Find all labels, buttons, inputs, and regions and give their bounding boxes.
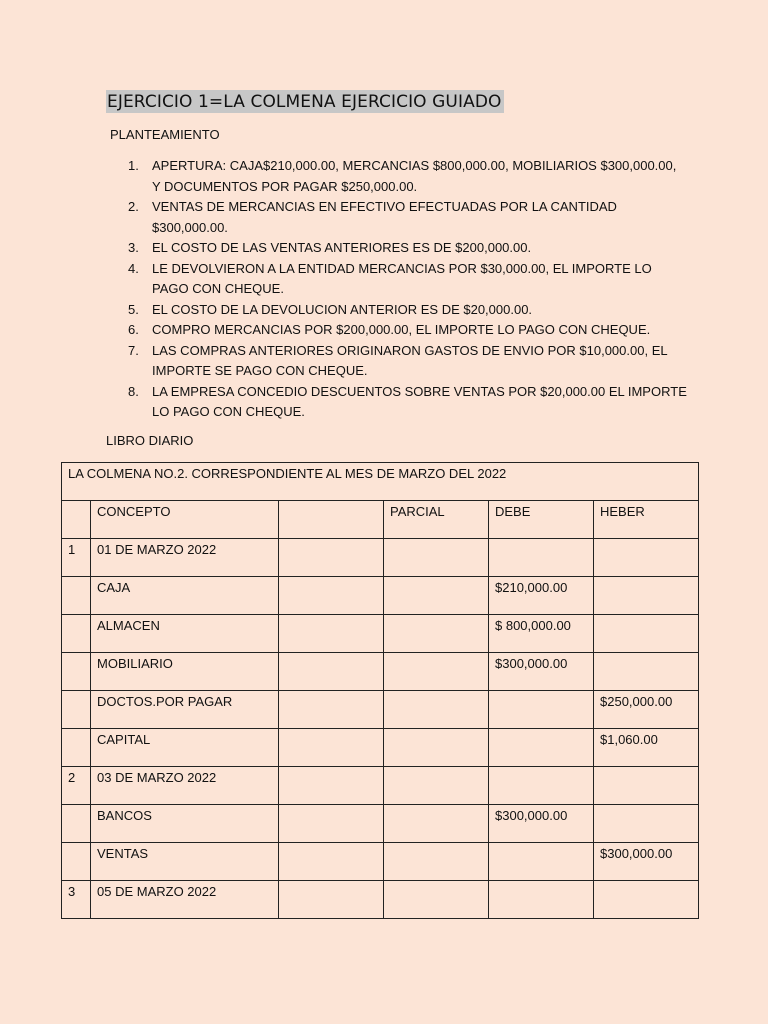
item-number: 3. [128, 240, 139, 255]
cell-blank [279, 577, 384, 615]
cell-parcial [384, 539, 489, 577]
cell-debe [489, 729, 594, 767]
item-number: 2. [128, 199, 139, 214]
item-text: EL COSTO DE LA DEVOLUCION ANTERIOR ES DE $20,000.00. [152, 301, 533, 317]
planteamiento-heading: PLANTEAMIENTO [110, 127, 220, 142]
cell-haber [594, 805, 699, 843]
cell-concepto: 03 DE MARZO 2022 [91, 767, 279, 805]
planteamiento-item [128, 156, 688, 197]
header-parcial: PARCIAL [384, 501, 489, 539]
cell-no [62, 843, 91, 881]
item-number: 8. [128, 383, 139, 399]
table-row [62, 615, 699, 653]
item-number: 6. [128, 322, 139, 337]
cell-haber [594, 615, 699, 653]
cell-debe [489, 881, 594, 919]
cell-parcial [384, 653, 489, 691]
journal-caption: LA COLMENA NO.2. CORRESPONDIENTE AL MES DE MARZO DEL 2022 [62, 463, 699, 501]
cell-blank [279, 881, 384, 919]
cell-no: 3 [62, 881, 91, 919]
item-number: 1. [128, 158, 139, 173]
cell-blank [279, 653, 384, 691]
journal-table [61, 462, 699, 919]
cell-haber: $300,000.00 [594, 843, 699, 881]
planteamiento-item [128, 197, 688, 238]
table-row [62, 653, 699, 691]
item-text: APERTURA: CAJA$210,000.00, MERCANCIAS $800,000.00, MOBILIARIOS $300,000.00, Y DOCUMENTOS POR PAGAR $250,000.00. [152, 158, 677, 194]
cell-debe: $ 800,000.00 [489, 615, 594, 653]
cell-haber: $1,060.00 [594, 729, 699, 767]
item-number: 5. [128, 301, 139, 317]
cell-haber: $250,000.00 [594, 691, 699, 729]
table-row [62, 881, 699, 919]
table-row [62, 805, 699, 843]
cell-haber [594, 881, 699, 919]
cell-debe: $300,000.00 [489, 653, 594, 691]
table-row [62, 577, 699, 615]
table-row [62, 767, 699, 805]
cell-parcial [384, 767, 489, 805]
table-row [62, 729, 699, 767]
item-text: LAS COMPRAS ANTERIORES ORIGINARON GASTOS DE ENVIO POR $10,000.00, EL IMPORTE SE PAGO CON CHEQUE. [152, 342, 668, 378]
table-row [62, 539, 699, 577]
cell-concepto: VENTAS [91, 843, 279, 881]
cell-debe: $300,000.00 [489, 805, 594, 843]
cell-no: 1 [62, 539, 91, 577]
table-row [62, 691, 699, 729]
header-haber: HEBER [594, 501, 699, 539]
cell-haber [594, 653, 699, 691]
cell-debe [489, 691, 594, 729]
planteamiento-item [128, 238, 688, 259]
item-number: 7. [128, 342, 139, 358]
cell-concepto: CAPITAL [91, 729, 279, 767]
cell-no [62, 805, 91, 843]
item-text: COMPRO MERCANCIAS POR $200,000.00, EL IMPORTE LO PAGO CON CHEQUE. [152, 322, 651, 337]
cell-concepto: DOCTOS.POR PAGAR [91, 691, 279, 729]
cell-blank [279, 615, 384, 653]
header-debe: DEBE [489, 501, 594, 539]
planteamiento-item [128, 300, 688, 321]
cell-concepto: CAJA [91, 577, 279, 615]
journal-caption-row [62, 463, 699, 501]
cell-no [62, 691, 91, 729]
planteamiento-item [128, 259, 688, 300]
cell-haber [594, 539, 699, 577]
cell-blank [279, 539, 384, 577]
cell-blank [279, 843, 384, 881]
libro-diario-heading: LIBRO DIARIO [106, 433, 194, 448]
table-row [62, 843, 699, 881]
planteamiento-item [128, 382, 688, 423]
cell-blank [279, 767, 384, 805]
item-text: LA EMPRESA CONCEDIO DESCUENTOS SOBRE VENTAS POR $20,000.00 EL IMPORTE LO PAGO CON CHEQUE. [152, 383, 687, 419]
cell-no [62, 729, 91, 767]
cell-parcial [384, 691, 489, 729]
cell-parcial [384, 577, 489, 615]
cell-no: 2 [62, 767, 91, 805]
planteamiento-item [128, 341, 688, 382]
cell-blank [279, 729, 384, 767]
header-no [62, 501, 91, 539]
cell-debe [489, 767, 594, 805]
planteamiento-list [128, 156, 688, 423]
cell-concepto: BANCOS [91, 805, 279, 843]
cell-debe: $210,000.00 [489, 577, 594, 615]
header-blank [279, 501, 384, 539]
cell-haber [594, 577, 699, 615]
cell-parcial [384, 615, 489, 653]
cell-debe [489, 539, 594, 577]
journal-header-row [62, 501, 699, 539]
document-title: EJERCICIO 1=LA COLMENA EJERCICIO GUIADO [107, 92, 502, 112]
cell-parcial [384, 729, 489, 767]
item-text: VENTAS DE MERCANCIAS EN EFECTIVO EFECTUADAS POR LA CANTIDAD $300,000.00. [152, 199, 617, 235]
cell-no [62, 615, 91, 653]
cell-concepto: MOBILIARIO [91, 653, 279, 691]
item-text: EL COSTO DE LAS VENTAS ANTERIORES ES DE $200,000.00. [152, 240, 532, 255]
cell-no [62, 653, 91, 691]
cell-concepto: 05 DE MARZO 2022 [91, 881, 279, 919]
cell-haber [594, 767, 699, 805]
cell-blank [279, 691, 384, 729]
cell-concepto: ALMACEN [91, 615, 279, 653]
cell-blank [279, 805, 384, 843]
header-concepto: CONCEPTO [91, 501, 279, 539]
planteamiento-item [128, 320, 688, 341]
cell-parcial [384, 805, 489, 843]
cell-no [62, 577, 91, 615]
cell-concepto: 01 DE MARZO 2022 [91, 539, 279, 577]
cell-parcial [384, 843, 489, 881]
item-text: LE DEVOLVIERON A LA ENTIDAD MERCANCIAS POR $30,000.00, EL IMPORTE LO PAGO CON CHEQUE. [152, 260, 652, 296]
item-number: 4. [128, 260, 139, 276]
cell-debe [489, 843, 594, 881]
cell-parcial [384, 881, 489, 919]
